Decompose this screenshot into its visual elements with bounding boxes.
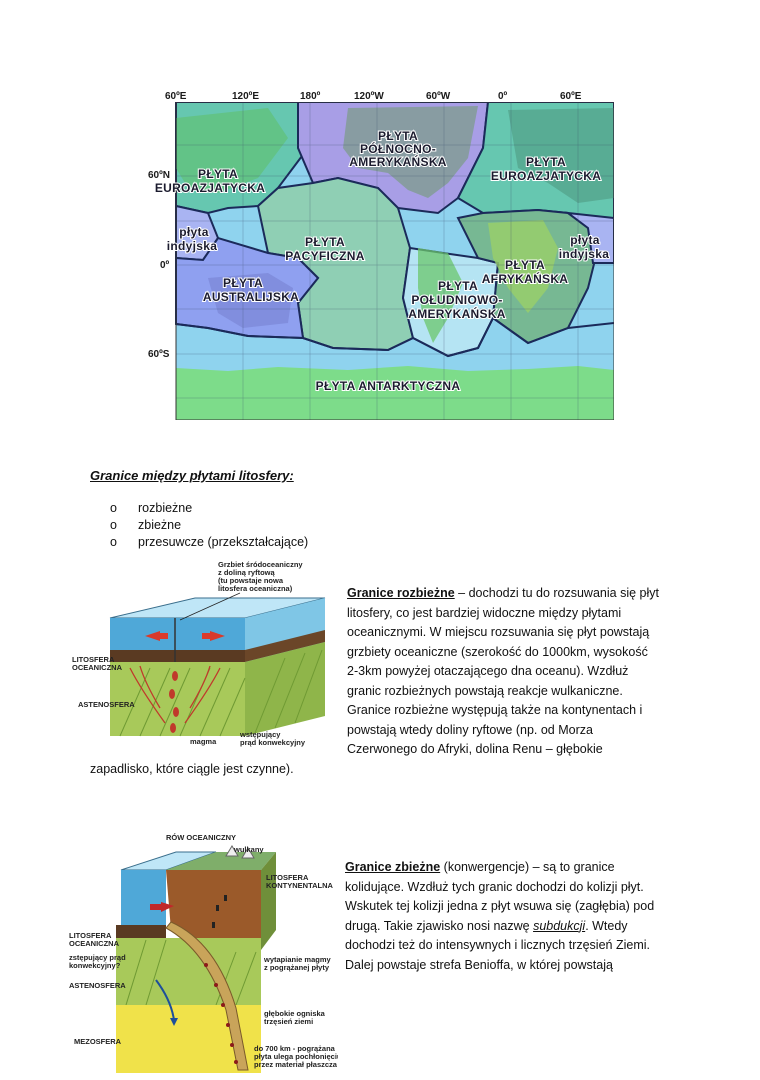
svg-text:trzęsień ziemi: trzęsień ziemi: [264, 1017, 314, 1026]
svg-text:płyta: płyta: [179, 225, 209, 239]
text-line: litosfery, co jest bardziej widoczne między płytami: [347, 605, 622, 620]
divergent-paragraph: [347, 584, 667, 760]
oceanic-label: [69, 931, 120, 948]
bullet-marker: o: [110, 518, 117, 532]
text-line: kolidujące. Wzdłuż tych granic dochodzi do kolizji płyt.: [345, 879, 644, 894]
depth-label: [254, 1044, 338, 1069]
lon-label-7: 60ºE: [560, 91, 582, 102]
svg-text:konwekcyjny?: konwekcyjny?: [69, 961, 121, 970]
svg-text:LITOSFERA: LITOSFERA: [69, 931, 112, 940]
svg-text:OCEANICZNA: OCEANICZNA: [69, 939, 119, 948]
svg-text:PÓŁNOCNO-: PÓŁNOCNO-: [359, 142, 437, 156]
text-line: drugą. Takie zjawisko nosi nazwę subdukcji. Wtedy: [345, 918, 628, 933]
ridge-label: [218, 560, 303, 593]
svg-text:AMERYKAŃSKA: AMERYKAŃSKA: [408, 307, 506, 321]
svg-text:EUROAZJATYCKA: EUROAZJATYCKA: [154, 181, 266, 195]
lon-label-5: 60ºW: [426, 91, 451, 102]
svg-text:indyjska: indyjska: [558, 247, 610, 261]
quakes-label: [264, 1009, 326, 1026]
current-label: [239, 730, 306, 747]
text-line: Wskutek tej kolizji jedna z płyt wsuwa się (zagłębia) pod: [345, 899, 655, 913]
svg-text:OCEANICZNA: OCEANICZNA: [72, 663, 122, 672]
magma-label: magma: [190, 737, 217, 746]
svg-text:AMERYKAŃSKA: AMERYKAŃSKA: [349, 155, 447, 169]
tectonic-plates-map: [148, 88, 614, 420]
text-line: dochodzi też do intensywnych i licznych trzęsień Ziemi.: [345, 938, 650, 952]
mesosphere-label: MEZOSFERA: [74, 1037, 122, 1046]
divergent-term: Granice rozbieżne: [347, 586, 455, 600]
text-line: grzbiety oceaniczne (szerokość do 1000km, wysokość: [347, 644, 648, 659]
text-line: powstają wtedy doliny ryftowe (np. od Morza: [347, 722, 593, 737]
svg-text:KONTYNENTALNA: KONTYNENTALNA: [266, 881, 333, 890]
svg-text:PŁYTA: PŁYTA: [378, 129, 418, 143]
continental-label: [266, 873, 334, 890]
convergent-boundary-diagram: [66, 830, 338, 1075]
label-antarctic: PŁYTA ANTARKTYCZNA: [315, 379, 461, 393]
svg-text:płyta: płyta: [570, 233, 600, 247]
svg-text:AUSTRALIJSKA: AUSTRALIJSKA: [202, 290, 300, 304]
svg-text:PŁYTA: PŁYTA: [198, 167, 238, 181]
text-line: Czerwonego do Afryki, dolina Renu – głębokie: [347, 742, 603, 756]
land-antarctica: [176, 366, 614, 420]
convergent-paragraph: [345, 858, 675, 975]
text-line: Dalej powstaje strefa Benioffa, w której powstają: [345, 957, 613, 972]
svg-text:płyta ulega pochłonięciu: płyta ulega pochłonięciu: [254, 1052, 338, 1061]
section-heading: Granice między płytami litosfery:: [90, 468, 294, 483]
boundary-types-list: [110, 500, 308, 551]
svg-text:PŁYTA: PŁYTA: [526, 155, 566, 169]
svg-text:wstępujący: wstępujący: [240, 730, 281, 739]
svg-text:Grzbiet śródoceaniczny: Grzbiet śródoceaniczny: [218, 560, 303, 569]
svg-text:AFRYKAŃSKA: AFRYKAŃSKA: [481, 272, 569, 286]
subduction-term: subdukcji: [533, 918, 586, 933]
svg-text:POŁUDNIOWO-: POŁUDNIOWO-: [411, 293, 503, 307]
divergent-last-line: zapadlisko, które ciągle jest czynne).: [90, 762, 294, 776]
svg-text:litosfera oceaniczna): litosfera oceaniczna): [218, 584, 293, 593]
list-item: o zbieżne: [110, 518, 182, 532]
svg-text:PŁYTA: PŁYTA: [505, 258, 545, 272]
svg-text:PŁYTA: PŁYTA: [305, 235, 345, 249]
text-line: oceanicznymi. W miejscu rozsuwania się płyt powstają: [347, 625, 650, 639]
svg-text:do 700 km - pogrążana: do 700 km - pogrążana: [254, 1044, 335, 1053]
lat-label-1: 60ºN: [148, 170, 170, 181]
lon-label-1: 60ºE: [165, 91, 187, 102]
trench-label: RÓW OCEANICZNY: [166, 833, 236, 842]
svg-text:LITOSFERA: LITOSFERA: [266, 873, 309, 882]
svg-text:PŁYTA: PŁYTA: [438, 279, 478, 293]
current-label: [69, 953, 126, 970]
svg-text:prąd konwekcyjny: prąd konwekcyjny: [240, 738, 306, 747]
svg-text:(tu powstaje nowa: (tu powstaje nowa: [218, 576, 284, 585]
svg-text:z pogrążanej płyty: z pogrążanej płyty: [264, 963, 330, 972]
lat-label-2: 0º: [160, 260, 170, 271]
list-item: o przesuwcze (przekształcające): [110, 535, 309, 549]
text-line: granic rozbieżnych powstają reakcje wulkaniczne.: [347, 683, 623, 698]
asthenosphere-label: ASTENOSFERA: [78, 700, 135, 709]
svg-text:indyjska: indyjska: [166, 239, 218, 253]
convergent-term: Granice zbieżne: [345, 860, 441, 874]
text-line: Granice rozbieżne – dochodzi tu do rozsuwania się płyt: [347, 586, 659, 600]
asthenosphere-label: ASTENOSFERA: [69, 981, 126, 990]
volcanoes-label: wulkany: [234, 845, 264, 854]
lon-label-6: 0º: [498, 91, 508, 102]
svg-text:zstępujący prąd: zstępujący prąd: [69, 953, 126, 962]
svg-text:wytapianie magmy: wytapianie magmy: [264, 955, 331, 964]
text-line: Granice rozbieżne występują także na kontynentach i: [347, 703, 643, 717]
lon-label-2: 120ºE: [232, 91, 260, 102]
svg-text:LITOSFERA: LITOSFERA: [72, 655, 115, 664]
svg-text:głębokie ogniska: głębokie ogniska: [264, 1009, 325, 1018]
divergent-boundary-diagram: [70, 558, 332, 754]
lat-label-3: 60ºS: [148, 349, 170, 360]
lon-label-3: 180º: [300, 91, 321, 102]
svg-text:PŁYTA: PŁYTA: [223, 276, 263, 290]
magma-label: [263, 955, 332, 972]
svg-text:PACYFICZNA: PACYFICZNA: [285, 249, 365, 263]
list-item: o rozbieżne: [110, 501, 193, 515]
svg-text:EUROAZJATYCKA: EUROAZJATYCKA: [490, 169, 602, 183]
text-line: 2-3km powyżej otaczającego dna oceanu). Wzdłuż: [347, 664, 629, 678]
bullet-marker: o: [110, 501, 117, 515]
svg-text:z doliną ryftową: z doliną ryftową: [218, 568, 275, 577]
svg-text:przez materiał płaszcza: przez materiał płaszcza: [254, 1060, 337, 1069]
bullet-marker: o: [110, 535, 117, 549]
text-line: Granice zbieżne (konwergencje) – są to granice: [345, 860, 615, 874]
lon-label-4: 120ºW: [354, 91, 384, 102]
